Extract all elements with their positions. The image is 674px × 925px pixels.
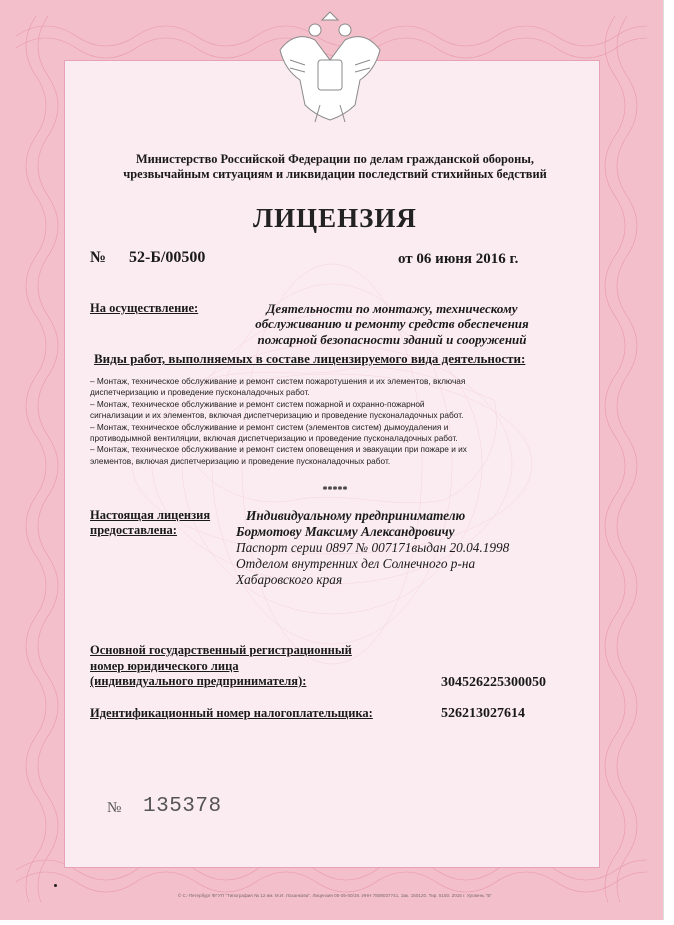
ogrn-label-line-1: Основной государственный регистрационный <box>90 643 352 657</box>
inn-value: 526213027614 <box>441 706 525 721</box>
works-item-4-line-2: элементов, включая диспетчеризацию и проведение пусконаладочных работ. <box>90 455 391 466</box>
holder-label <box>90 508 210 538</box>
works-item-3-line-2: противодымной вентиляции, включая диспетчеризацию и проведение пусконаладочных работ. <box>90 433 458 444</box>
license-date: от 06 июня 2016 г. <box>398 251 519 267</box>
activity-line-3: пожарной безопасности зданий и сооружений <box>257 331 527 347</box>
ogrn-value: 304526225300050 <box>441 675 546 690</box>
licensed-activity <box>232 301 552 347</box>
holder-passport-region: Хабаровского края <box>236 572 343 587</box>
document-title: ЛИЦЕНЗИЯ <box>253 203 417 233</box>
blank-serial-number: 135378 <box>143 795 222 818</box>
works-title: Виды работ, выполняемых в составе лицензируемого вида деятельности: <box>94 351 526 366</box>
license-holder <box>236 508 556 588</box>
double-headed-eagle-emblem <box>270 10 390 128</box>
ogrn-label <box>90 643 352 690</box>
license-number-sign: № <box>90 249 107 266</box>
printer-imprint: © С.-Петербург ФГУП "Типография № 12 им. М.И. Лоханкова". Лицензия 05-05-00/19. ИНН 7808037741. Зак. 150120. Тир. 5150. 2015 г. Уровень "Б" <box>177 893 493 898</box>
works-item-3-line-1: – Монтаж, техническое обслуживание и ремонт систем (элементов систем) дымоудаления и <box>90 421 449 432</box>
ministry-name <box>100 152 570 182</box>
works-item-2-line-2: сигнализации и их элементов, включая диспетчеризацию и проведение пусконаладочных работ. <box>90 410 464 421</box>
holder-label-line-2: предоставлена: <box>90 523 177 537</box>
holder-passport-issuer: Отделом внутренних дел Солнечного р-на <box>236 556 476 571</box>
section-separator: ***** <box>322 485 348 496</box>
activity-line-2: обслуживанию и ремонту средств обеспечения <box>255 316 529 332</box>
blank-serial-sign: № <box>107 800 122 816</box>
purpose-label: На осуществление: <box>90 301 199 315</box>
works-list <box>90 376 560 467</box>
ogrn-label-line-3: (индивидуального предпринимателя): <box>90 674 307 688</box>
works-item-4-line-1: – Монтаж, техническое обслуживание и ремонт систем оповещения и эвакуации при пожаре и их <box>90 444 467 455</box>
inn-label: Идентификационный номер налогоплательщика: <box>90 706 373 720</box>
holder-name: Бормотову Максиму Александровичу <box>236 524 455 539</box>
holder-passport: Паспорт серии 0897 № 007171выдан 20.04.1998 <box>236 540 510 555</box>
works-item-1-line-1: – Монтаж, техническое обслуживание и ремонт систем пожаротушения и их элементов, включая <box>90 376 466 386</box>
ink-dot <box>54 884 57 887</box>
works-item-2-line-1: – Монтаж, техническое обслуживание и ремонт систем пожарной и охранно-пожарной <box>90 398 425 409</box>
activity-line-1: Деятельности по монтажу, техническому <box>266 301 518 316</box>
holder-label-line-1: Настоящая лицензия <box>90 508 211 522</box>
works-item-1-line-2: диспетчеризацию и проведение пусконаладочных работ. <box>90 387 310 398</box>
ministry-line-1: Министерство Российской Федерации по делам гражданской обороны, <box>135 152 535 166</box>
license-number: 52-Б/00500 <box>129 249 206 266</box>
ogrn-label-line-2: номер юридического лица <box>90 658 239 673</box>
holder-type: Индивидуальному предпринимателю <box>246 508 466 523</box>
ministry-line-2: чрезвычайным ситуациям и ликвидации последствий стихийных бедствий <box>123 167 547 181</box>
